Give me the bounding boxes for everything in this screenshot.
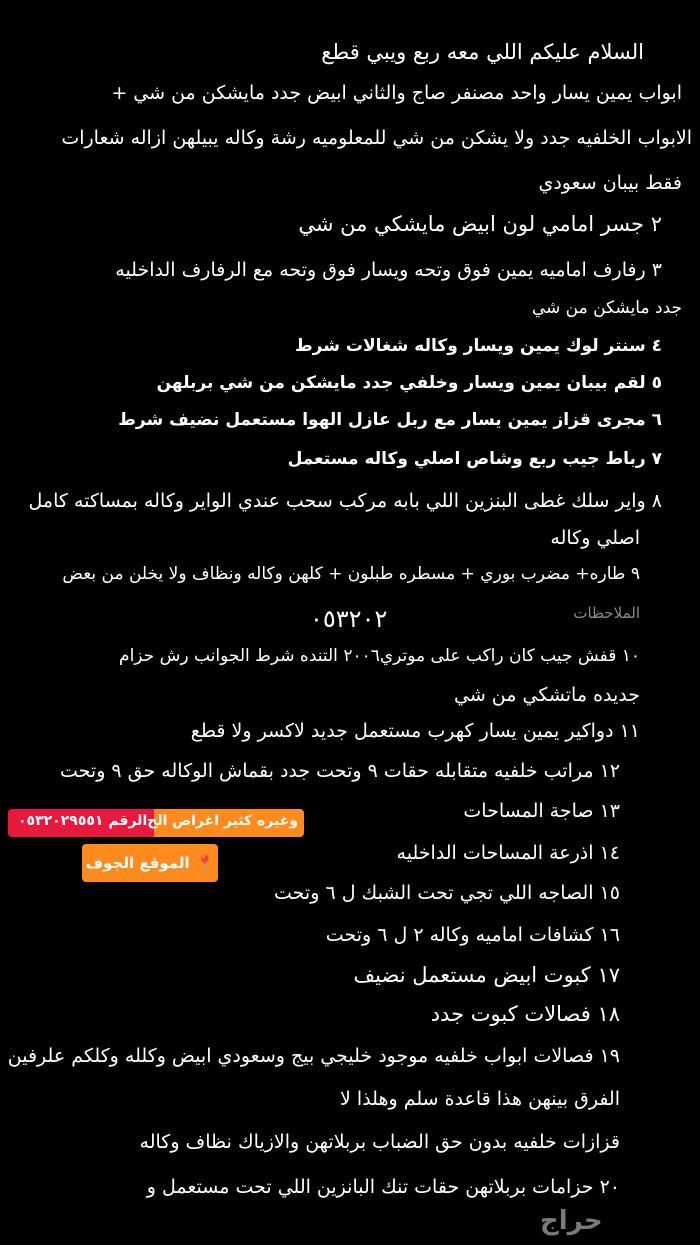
text-line: اصلي وكاله [550, 527, 640, 549]
text-line: ٢٠ حزامات بربلاتهن حقات تنك البانزين اللي تحت مستعمل و [146, 1176, 620, 1198]
phone-badge[interactable] [8, 809, 304, 837]
text-line: ٣ رفارف اماميه يمين فوق وتحه ويسار فوق وتحه مع الرفارف الداخليه [115, 259, 662, 281]
text-line: ٥ لقم بيبان يمين ويسار وخلفي جدد مايشكن من شي بربلهن [156, 373, 662, 393]
text-line: ١٩ فصالات ابواب خلفيه موجود خليجي بيج وسعودي ابيض وكلله وكلكم علرفين [7, 1045, 620, 1067]
phone-number-label[interactable]: الرقم ٠٥٣٢٠٢٩٥٥١ [18, 813, 148, 829]
text-line: ٧ رباط جيب ربع وشاص اصلي وكاله مستعمل [287, 449, 662, 469]
text-line: ١٤ اذرعة المساحات الداخليه [396, 842, 620, 864]
text-line: ١٢ مراتب خلفيه متقابله حقات ٩ وتحت جدد بقماش الوكاله حق ٩ وتحت [59, 760, 620, 782]
location-badge[interactable] [82, 844, 218, 882]
text-line: ٤ سنتر لوك يمين ويسار وكاله شغالات شرط [295, 336, 662, 356]
text-line: ١٠ قفش جيب كان راكب على موتري٢٠٠٦ التنده شرط الجوانب رش حزام [119, 646, 640, 666]
text-line: ٢ جسر امامي لون ابيض مايشكي من شي [298, 212, 662, 236]
text-line: ١٣ صاجة المساحات [463, 800, 620, 822]
text-line: ٨ واير سلك غطى البنزين اللي بابه مركب سحب عندي الواير وكاله بمساكته كامل [28, 490, 662, 512]
text-line: ١٦ كشافات اماميه وكاله ٢ ل ٦ وتحت [325, 924, 620, 946]
text-line: ابواب يمين يسار واحد مصنفر صاج والثاني ابيض جدد مايشكن من شي + [111, 82, 682, 104]
haraj-watermark: حراج [540, 1206, 603, 1236]
text-line: فقط بيبان سعودي [538, 172, 682, 194]
text-line: ١٨ فصالات كبوت جدد [430, 1002, 620, 1026]
location-label: الموقع الجوف [85, 854, 190, 872]
notes-label: الملاحظات [573, 604, 640, 622]
text-line: ١٥ الصاجه اللي تجي تحت الشبك ل ٦ وتحت [274, 882, 620, 904]
text-line: الابواب الخلفيه جدد ولا يشكن من شي للمعلوميه رشة وكاله يبيلهن ازاله شعارات [61, 127, 692, 149]
text-line: قزازات خلفيه بدون حق الضباب بربلاتهن والازياك نظاف وكاله [139, 1131, 620, 1153]
partial-phone-number: ٠٥٣٢٠٢ [310, 605, 388, 633]
text-line: ١٧ كبوت ابيض مستعمل نضيف [353, 963, 620, 987]
text-line: ١١ دواكير يمين يسار كهرب مستعمل جديد لاكسر ولا قطع [190, 720, 640, 742]
text-line: الفرق بينهن هذا قاعدة سلم وهلذا لا [340, 1088, 620, 1110]
text-line: جدد مايشكن من شي [531, 298, 682, 318]
text-line: ٦ مجرى قزاز يمين يسار مع ربل عازل الهوا مستعمل نضيف شرط [118, 410, 662, 430]
map-pin-icon: 📍 [195, 854, 215, 872]
text-line: جديده ماتشكي من شي [454, 684, 640, 706]
text-line: ٩ طاره+ مضرب بوري + مسطره طبلون + كلهن وكاله ونظاف ولا يخلن من بعض [62, 564, 640, 584]
text-line: السلام عليكم اللي معه ربع ويبي قطع [321, 40, 644, 64]
more-items-label: وغيره كثير اغراض الح [147, 813, 298, 829]
